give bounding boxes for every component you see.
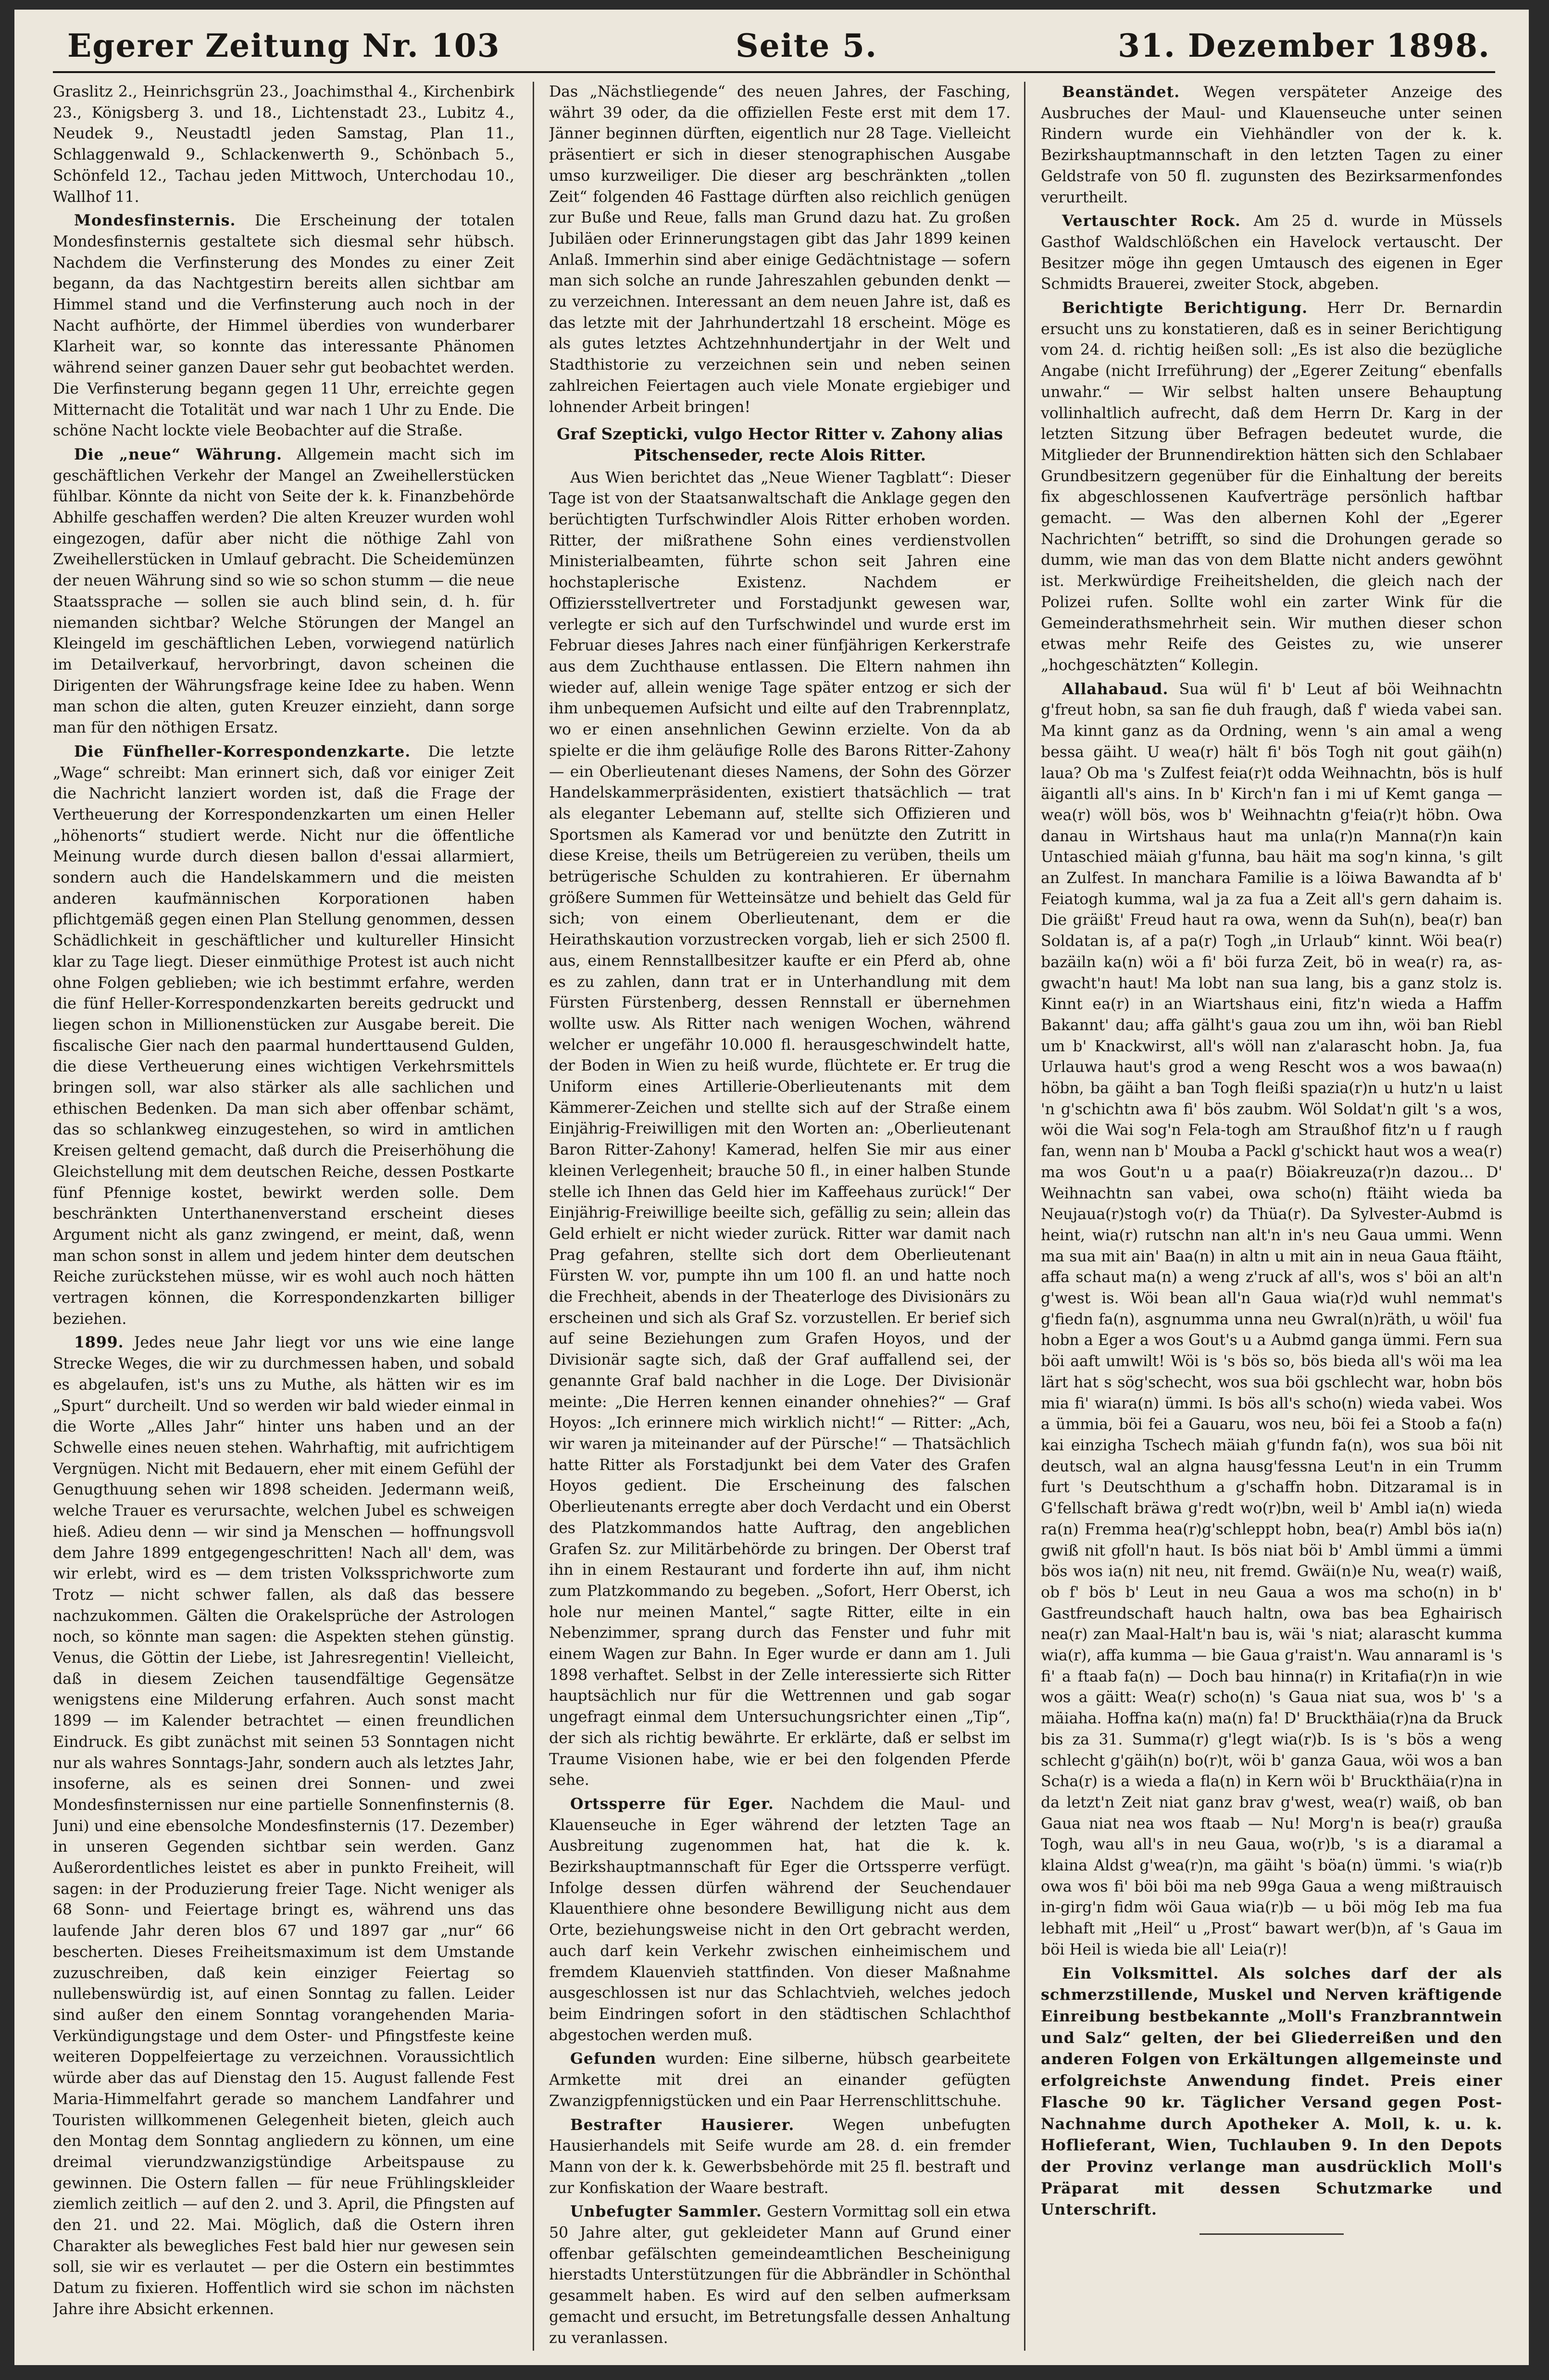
article-found bbox=[549, 2048, 1011, 2112]
article-body: Wegen verspäteter Anzeige des Ausbruches der Maul- und Klauenseuche unter seinen Rindern wurde ein Viehhändler von der k. k. Bezirkshauptmannschaft in den letzten Tagen zu einer Geldstrafe von 50 fl. zugunsten des Bezirksarmenfondes verurtheilt. bbox=[1041, 84, 1502, 206]
article-peddler bbox=[549, 2115, 1011, 2199]
article-body: Als solches darf der als schmerzstillende, Muskel und Nerven kräftigende Einreibung bestbekannte „Moll's Franzbranntwein und Salz“ gelten, der bei Gliederreißen und den anderen Folgen von Erkältungen allgemeinste und erfolgreichste Anwendung findet. Preis einer Flasche 90 kr. Täglicher Versand gegen Post-Nachnahme durch Apotheker A. Moll, k. u. k. Hoflieferant, Wien, Tuchlauben 9. In den Depots der Provinz verlange man ausdrücklich Moll's Präparat mit dessen Schutzmarke und Unterschrift. bbox=[1041, 1964, 1502, 2219]
column-rule bbox=[533, 82, 534, 2351]
article-heading: Ortssperre für Eger. bbox=[570, 1794, 774, 1813]
article-body: Wegen unbefugten Hausierhandels mit Seife wurde am 28. d. ein fremder Mann von der k. k. Gewerbsbehörde mit 25 fl. bestraft und zur Konfiskation der Waare bestraft. bbox=[549, 2116, 1011, 2197]
column-rule bbox=[1024, 82, 1025, 2351]
article-currency bbox=[53, 444, 514, 739]
market-days-list: Graslitz 2., Heinrichsgrün 23., Joachimsthal 4., Kirchenbirk 23., Königsberg 3. und 18., Lichtenstadt 23., Lubitz 4., Neudek 9., Neustadtl jeden Samstag, Plan 11., Schlaggenwald 9., Schlackenwerth 9., Schönbach 5., Schönfeld 12., Tachau jeden Mittwoch, Unterchodau 10., Wallhof 11. bbox=[53, 83, 514, 206]
article-heading: Ein Volksmittel. bbox=[1062, 1964, 1219, 1982]
article-heading: Graf Szepticki, vulgo Hector Ritter v. Zahony alias Pitschenseder, recte Alois Ritter. bbox=[557, 424, 1003, 464]
article-heading: 1899. bbox=[74, 1333, 124, 1352]
article-body: Nachdem die Maul- und Klauenseuche in Eger während der letzten Tage an Ausbreitung zugenommen hat, hat die k. k. Bezirkshauptmannschaft für Eger die Ortssperre verfügt. Infolge dessen dürfen während der Seuchendauer Klauenthiere ohne besondere Bewilligung nicht aus dem Orte, beziehungsweise nicht in den Ort gebracht werden, auch darf kein Verkehr zwischen einheimischem und fremdem Klauenvieh stattfinden. Von dieser Maßnahme ausgeschlossen ist nur das Schlachtvieh, welches jedoch beim Eindringen sofort in den städtischen Schlachthof abgestochen werden muß. bbox=[549, 1795, 1011, 2044]
article-heading: Die „neue“ Währung. bbox=[74, 445, 283, 463]
article-body: Allgemein macht sich im geschäftlichen Verkehr der Mangel an Zweihellerstücken fühlbar. Könnte da nicht von Seite der k. k. Finanzbehörde Abhilfe geschaffen werden? Die alten Kreuzer wurden wohl eingezogen, dafür aber nicht die nöthige Zahl von Zweihellerstücken in Umlauf gebracht. Die Scheidemünzen der neuen Währung sind so wie so schon stumm — die neue Staatssprache — sollen sie auch blind sein, d. h. für niemanden sichtbar? Welche Störungen der Mangel an Kleingeld im geschäftlichen Leben, vorwiegend natürlich im Detailverkauf, hervorbringt, davon scheinen die Dirigenten der Währungsfrage keine Idee zu haben. Wenn man schon die alten, guten Kreuzer einzieht, dann sorge man für den nöthigen Ersatz. bbox=[53, 446, 514, 737]
page-number: Seite 5. bbox=[736, 27, 878, 64]
article-heading: Die Fünfheller-Korrespondenzkarte. bbox=[74, 742, 411, 760]
article-1899-continued: Das „Nächstliegende“ des neuen Jahres, der Fasching, währt 39 oder, da die offiziellen Feste erst mit dem 17. Jänner beginnen dürften, eigentlich nur 28 Tage. Vielleicht präsentiert er sich in dieser stenographischen Ausgabe umso kurzweiliger. Die dieser arg beschränkten „tollen Zeit“ folgenden 46 Fasttage dürften also reichlich genügen zur Buße und Reue, falls man Grund dazu hat. Zu großen Jubiläen oder Erinnerungstagen gibt das Jahr 1899 keinen Anlaß. Immerhin sind aber einige Gedächtnistage — sofern man sich solche an runde Jahreszahlen gebunden denkt — zu verzeichnen. Interessant an dem neuen Jahre ist, daß es das letzte mit der Jahrhundertzahl 18 erscheint. Möge es als gutes letztes Achtzehnhundertjahr in der Welt und Stadthistorie zu verzeichnen sein und neben seinen zahlreichen Feiertagen auch viele Monate ergiebiger und lohnender Arbeit bringen! bbox=[549, 83, 1011, 416]
column-1 bbox=[53, 82, 514, 2351]
article-heading: Gefunden bbox=[570, 2050, 657, 2068]
article-collector bbox=[549, 2201, 1011, 2349]
column-2 bbox=[549, 82, 1011, 2351]
article-body: Die letzte „Wage“ schreibt: Man erinnert sich, daß vor einiger Zeit die Nachricht lanziert worden ist, daß die Frage der Vertheuerung der Korrespondenzkarten um einen Heller „höhenorts“ studiert werde. Nicht nur die öffentliche Meinung wurde durch diesen ballon d'essai allarmiert, sondern auch die Handelskammern und die meisten anderen kaufmännischen Korporationen haben pflichtgemäß gegen einen Plan Stellung genommen, dessen Schädlichkeit in geschäftlicher und kultureller Hinsicht klar zu Tage liegt. Dieser einmüthige Protest ist auch nicht ohne Folgen geblieben; wie ich bestimmt erfahre, werden die fünf Heller-Korrespondenzkarten bereits gedruckt und liegen schon in Millionenstücken zur Ausgabe bereit. Die fiscalische Gier nach den paarmal hunderttausend Gulden, die diese Vertheuerung eines wichtigen Verkehrsmittels bringen soll, war also stärker als alle sachlichen und ethischen Bedenken. Da man sich aber offenbar schämt, das so schlankweg einzugestehen, so wird in amtlichen Kreisen geltend gemacht, daß durch die Preiserhöhung die Gleichstellung mit dem deutschen Reiche, dessen Postkarte fünf Pfennige kostet, bewirkt werden solle. Dem beschränkten Unterthanenverstand erscheint dieses Argument nicht als ganz zwingend, er meint, daß, wenn man schon sonst in allem und jedem hinter dem deutschen Reiche zurückstehen müsse, wir es wohl auch noch hätten vertragen können, die Korrespondenzkarten billiger beziehen. bbox=[53, 743, 514, 1328]
article-body: Gestern Vormittag soll ein etwa 50 Jahre alter, gut gekleideter Mann auf Grund einer offenbar gefälschten gemeindeamtlichen Bescheinigung hierstadts Unterstützungen für die Abbrändler in Schönthal gesammelt haben. Es wird auf den selben aufmerksam gemacht und ersucht, im Betretungsfalle dessen Anhaltung zu veranlassen. bbox=[549, 2203, 1011, 2347]
issue-date: 31. Dezember 1898. bbox=[1118, 27, 1490, 64]
end-rule bbox=[1199, 2233, 1344, 2235]
article-eclipse bbox=[53, 210, 514, 442]
article-heading: Berichtigte Berichtigung. bbox=[1062, 299, 1308, 317]
advertisement-moll bbox=[1041, 1963, 1502, 2221]
article-quarantine bbox=[549, 1794, 1011, 2046]
article-heading: Unbefugter Sammler. bbox=[570, 2203, 762, 2221]
article-heading: Allahabaud. bbox=[1062, 680, 1169, 698]
article-body: wurden: Eine silberne, hübsch gearbeitete Armkette mit drei an einander gefügten Zwanzigpfennigstücken und ein Paar Herrenschlittschuhe. bbox=[549, 2050, 1011, 2110]
article-1899 bbox=[53, 1332, 514, 2320]
article-body: Herr Dr. Bernardin ersucht uns zu konstatieren, daß es in seiner Berichtigung vom 24. d. richtig heißen soll: „Es ist also die bezügliche Angabe (nicht Irreführung) der „Egerer Zeitung“ ebenfalls unwahr.“ — Wir selbst halten unsere Behauptung vollinhaltlich aufrecht, daß dem Herrn Dr. Karg in der letzten Sitzung über Befragen bedeutet wurde, die Mitglieder der Brunnendirektion hätten sich den Schlabaer Grundbesitzern gegenüber für die Einhaltung der bereits fix abgeschlossenen Kaufverträge persönlich haftbar gemacht. — Was den albernen Kohl der „Egerer Nachrichten“ betrifft, so sind die Drohungen gerade so dumm, wie man das von dem Blatte nicht anders gewöhnt ist. Merkwürdige Freiheitshelden, die gleich nach der Polizei rufen. Sollte wohl ein zarter Wink für die Gemeinderathsmehrheit sein. Wir muthen dieser schon etwas mehr Reife des Geistes zu, wie unserer „hochgeschätzten“ Kollegin. bbox=[1041, 299, 1502, 674]
article-body: Sua wül fi' b' Leut af böi Weihnachtn g'freut hobn, sa san fie duh fraugh, daß f' wieda vabei san. Ma kinnt ganz as da Ordning, wenn 's ain amal a weng bessa gäiht. U wea(r) hält fi' bös Togh nit gout gäih(n) laua? Ob ma 's Zulfest feia(r)t odda Weihnachtn, bös is hulf äigantli all's ains. In b' Kirch'n fan i mi uf Kemt ganga — wea(r) wöll bös, wos b' Weihnachtn g'feia(r)t höbn. Owa danau in Wirtshaus haut ma unla(r)n Manna(r)n kain Untaschied mäiah g'funna, bau häit ma sog'n kinna, 's gilt an Zulfest. In manchara Familie is a löiwa Bawandta af b' Feiatogh kumma, wal ja za fua a Zeit all's gern dahaim is. Die gräißt' Freud haut ra owa, wenn da Suh(n), bea(r) ban Soldatan is, af a pa(r) Togh „in Urlaub“ kinnt. Wöi bea(r) bazäiln ka(n) wöi a fi' böi furza Zeit, bö in wea(r) ra, as-gwacht'n haut! Ma lobt nan sua lang, bis a ganz stolz is. Kinnt ea(r) in an Wiartshaus eini, fitz'n wieda a Haffm Bakannt' dau; affa gälht's gaua zou um ihn, wöi ban Riebl um b' Knackwirst, all's wöll nan z'alarascht hobn. Ja, fua Urlauwa haut's grod a weng Rescht wos a wos bawaa(n) höbn, ba gäiht a ban Togh fleißi spazia(r)n u hutz'n u laist 'n g'schichtn awa fi' bös zaubm. Wöl Soldat'n gilt 's a wos, wöi die Wai sog'n Fela-togh am Straußhof fitz'n u f raugh fan, wenn nan b' Mouba a Packl g'schickt haut wos a wea(r) ma wos Gout'n u a paa(r) Böiakreuza(r)n dazou... D' Weihnachtn san vabei, owa scho(n) ftäiht wieda ba Neujaua(r)stogh vo(r) da Thüa(r). Da Sylvester-Aubmd is heint, wia(r) rutschn nan alt'n in's neu Gaua ummi. Wenn ma sua mit ain' Baa(n) in altn u mit ain in neua Gaua ftäiht, affa schaut ma(n) a weng z'ruck af all's, wos s' böi an alt'n g'west is. Wöi bean all'n Gaua wia(r)d wuhl nemmat's g'fiedn fa(n), asgnumma unna neu Gwral(n)räth, u wöil' fua hobn a Eger a wos Gout's u a Aubmd ganga ümmi. Fern sua böi aaft umwilt! Wöi is 's bös so, bös bieda all's wöi ma lea lärt hat s sög'schecht, wos sua böi gschlecht war, hobn bös mia fi' wiara(n) ümmi. Is bös all's scho(n) wieda vabei. Wos a ümmia, böi fei a Gauaru, wos neu, böi fei a Stoob a fa(n) kai einzigha Tschech mäiah g'fundn fa(n), wos sua böi nit deutsch, wal an algna hausg'fessna Leut'n in ein Trumm furt 's Deutschthum a g'schaffn hobn. Ditzaramal is in G'fellschaft bräwa g'redt wo(r)bn, weil b' Ambl ia(n) wieda ra(n) Fremma hea(r)g'schleppt hobn, bea(r) Ambl bös ia(n) gwiß nit gfoll'n haut. Is bös niat böi b' Ambl ümmi a ümmi bös wos ia(n) nit neu, nit fremd. Gwäi(n)e Nu, wea(r) waiß, ob f' bös b' Leut in neu Gaua a wos ma scho(n) in b' Gastfreundschaft hauch haltn, owa bas bea Eghairisch nea(r) zan Maal-Halt'n bau is, wäi 's niat; alarascht kumma wia(r), affa kumma — bie Gaua g'raist'n. Wau annaraml is 's fi' a ftaab fa(n) — Doch bau hinna(r) in Kritafia(r)n in wie wos a gäitt: Wea(r) scho(n) 's Gaua niat sua, wos b' 's a mäiaha. Hoffna ka(n) ma(n) fa! D' Bruckthäia(r)na da Bruck bis za 31. Summa(r) g'legt wia(r)b. Is is 's bös a weng schlecht g'gäih(n) bo(r)t, wöi b' ganza Gaua, wöi wos a ban Scha(r) is a wieda a fla(n) in Kern wöi b' Bruckthäia(r)na in da letzt'n Zeit niat ganz brav g'west, wea(r) waiß, ob ban Gaua niat nea wos ftaab — Nu! Morg'n is bea(r) graußa Togh, wau all's in neu Gaua, wo(r)b, 's is a diaramal a klaina Aldst g'wea(r)n, ma gäiht 's böa(n) ümmi. 's wia(r)b owa wos fi' böi böi ma neb 99ga Gaua a weng mißtrauisch in-girg'n fidm wöi Gaua wia(r)b — u böi mög Ieb ma fua lebhaft mit „Heil“ u „Prost“ bawart wer(b)n, af 's Gaua im böi Heil is wieda bie all' Leia(r)! bbox=[1041, 680, 1502, 1958]
masthead bbox=[53, 18, 1495, 73]
article-heading: Bestrafter Hausierer. bbox=[570, 2116, 795, 2134]
column-3 bbox=[1041, 82, 1502, 2351]
article-coat bbox=[1041, 211, 1502, 295]
newspaper-page bbox=[14, 10, 1529, 2365]
article-fine bbox=[1041, 82, 1502, 208]
article-body: Am 25 d. wurde in Müssels Gasthof Waldschlößchen ein Havelock vertauscht. Der Besitzer möge ihn gegen Umtausch des eigenen in Eger Schmidts Brauerei, zweiter Stock, abgeben. bbox=[1041, 212, 1502, 293]
article-ritter: Aus Wien berichtet das „Neue Wiener Tagblatt“: Dieser Tage ist von der Staatsanwaltschaft die Anklage gegen den berüchtigten Turfschwindler Alois Ritter erhoben worden. Ritter, der mißrathene Sohn eines verdienstvollen Ministerialbeamten, führte schon seit Jahren eine hochstaplerische Existenz. Nachdem er Offiziersstellvertreter und Forstadjunkt gewesen war, verlegte er sich auf den Turfschwindel und wurde erst im Februar dieses Jahres nach einer fünfjährigen Kerkerstrafe aus dem Zuchthause entlassen. Die Eltern nahmen ihn wieder auf, allein wenige Tage später entzog er sich der ihm unbequemen Aufsicht und eilte auf den Trabrennplatz, wo er einen ansehnlichen Gewinn erzielte. Von da ab spielte er die ihm geläufige Rolle des Barons Ritter-Zahony — ein Oberlieutenant dieses Namens, der Sohn des Görzer Handelskammerpräsidenten, existiert thatsächlich — trat als eleganter Lebemann auf, stellte sich Offizieren und Sportsmen als Kamerad vor und benützte den Zutritt in diese Kreise, theils um Betrügereien zu verüben, theils um betrügerische Schulden zu kontrahieren. Er übernahm größere Summen für Wetteinsätze und behielt das Geld für sich; von einem Oberlieutenant, dem er die Heirathskaution vorzustrecken vorgab, lieh er sich 2500 fl. aus, einem Rennstallbesitzer kaufte er ein Pferd ab, ohne es zu zahlen, dann trat er in Unterhandlung mit dem Fürsten Fürstenberg, dessen Rennstall er übernehmen wollte usw. Als Ritter nach wenigen Wochen, während welcher er ungefähr 10.000 fl. herausgeschwindelt hatte, der Boden in Wien zu heiß wurde, flüchtete er. Er trug die Uniform eines Artillerie-Oberlieutenants mit dem Kämmerer-Zeichen und stellte sich auf der Straße einem Einjährig-Freiwilligen mit den Worten an: „Oberlieutenant Baron Ritter-Zahony! Kamerad, helfen Sie mir aus einer kleinen Verlegenheit; brauche 50 fl., in einer halben Stunde stelle ich Ihnen das Geld hier im Kaffeehaus zurück!“ Der Einjährig-Freiwillige beeilte sich, gefällig zu sein; allein das Geld erhielt er nicht wieder zurück. Ritter war damit nach Prag gefahren, stellte sich dort dem Oberlieutenant Fürsten W. vor, pumpte ihn um 100 fl. an und hatte noch die Frechheit, abends in der Theaterloge des Divisionärs zu erscheinen und sich als Graf Sz. vorzustellen. Er berief sich auf seine Beziehungen zum Grafen Hoyos, und der Divisionär sagte sich, daß der Graf auffallend sei, der genannte Graf bald nachher in die Loge. Der Divisionär meinte: „Die Herren kennen einander ohnehies?“ — Graf Hoyos: „Ich erinnere mich wirklich nicht!“ — Ritter: „Ach, wir waren ja miteinander auf der Pürsche!“ — Thatsächlich hatte Ritter als Forstadjunkt bei dem Vater des Grafen Hoyos gedient. Die Erscheinung des falschen Oberlieutenants erregte aber doch Verdacht und ein Oberst des Platzkommandos hatte Auftrag, den angeblichen Grafen Sz. zur Militärbehörde zu bringen. Der Oberst traf ihn in einem Restaurant und forderte ihn auf, ihm nicht zum Platzkommando zu begeben. „Sofort, Herr Oberst, ich hole nur meinen Mantel,“ sagte Ritter, eilte in ein Nebenzimmer, sprang durch das Fenster und fuhr mit einem Wagen zur Bahn. In Eger wurde er dann am 1. Juli 1898 verhaftet. Selbst in der Zelle interessierte sich Ritter hauptsächlich nur für die Wettrennen und gab sogar ungefragt einmal dem Untersuchungsrichter einen „Tip“, der sich als richtig bewährte. Er erklärte, daß er selbst im Traume Visionen habe, wie er bei den folgenden Pferde sehe. bbox=[549, 469, 1011, 1789]
article-correction bbox=[1041, 298, 1502, 676]
article-dialect bbox=[1041, 679, 1502, 1961]
article-body: Jedes neue Jahr liegt vor uns wie eine lange Strecke Weges, die wir zu durchmessen haben, und sobald es abgelaufen, ist's uns zu Muthe, als hätten wir es im „Spurt“ durcheilt. Und so werden wir bald wieder einmal in die Worte „Alles Jahr“ hinter uns haben und an der Schwelle eines neuen stehen. Wahrhaftig, mit aufrichtigem Vergnügen. Nicht mit Bedauern, eher mit einem Gefühl der Genugthuung sehen wir 1898 scheiden. Jedermann weiß, welche Trauer es verursachte, welchen Jubel es schweigen hieß. Adieu denn — wir sind ja Menschen — hoffnungsvoll dem Jahre 1899 entgegengeschritten! Nach all' dem, was wir erlebt, wird es — dem tristen Volkssprichworte zum Trotz — nicht schwer fallen, als daß das bessere nachzukommen. Gälten die Orakelsprüche der Astrologen noch, so könnte man sagen: die Aspekten stehen günstig. Venus, die Göttin der Liebe, ist Jahresregentin! Vielleicht, daß in diesem Zeichen tausendfältige Gegensätze wenigstens eine Milderung erfahren. Auch sonst macht 1899 — im Kalender betrachtet — einen freundlichen Eindruck. Es gibt zunächst mit seinen 53 Sonntagen nicht nur als wahres Sonntags-Jahr, sondern auch als letztes Jahr, insoferne, als es seinen drei Sonnen- und zwei Mondesfinsternissen nur eine partielle Sonnenfinsternis (8. Juni) und eine ebensolche Mondesfinsternis (17. Dezember) in unseren Gegenden sichtbar sein werden. Ganz Außerordentliches leistet es aber in punkto Freiheit, will sagen: in der Produzierung freier Tage. Nicht weniger als 68 Sonn- und Feiertage bringt es, während uns das laufende Jahr deren blos 67 und 1897 gar „nur“ 66 bescherten. Dieses Freiheitsmaximum ist dem Umstande zuzuschreiben, daß kein einziger Feiertag so nullebenswürdig ist, auf einen Sonntag zu fallen. Leider sind außer den einem Sonntag vorangehenden Maria-Verkündigungstage und dem Oster- und Pfingstfeste keine weiteren Doppelfeiertage zu verzeichnen. Voraussichtlich würde aber das auf Dienstag den 15. August fallende Fest Maria-Himmelfahrt gerade so manchem Landfahrer und Touristen willkommenen Gelegenheit bieten, gleich auch den Montag dem Sonntag angliedern zu können, um eine dreimal vierundzwanzigstündige Arbeitspause zu gewinnen. Die Ostern fallen — für neue Frühlingskleider ziemlich zeitlich — auf den 2. und 3. April, die Pfingsten auf den 21. und 22. Mai. Möglich, daß die Ostern ihren Charakter als bewegliches Fest bald hier nur gewesen sein soll, sie wir es verlautet — per die Ostern ein bestimmtes Datum zu fixieren. Hoffentlich wird sie schon im nächsten Jahre ihre Absicht erkennen. bbox=[53, 1334, 514, 2318]
article-heading: Vertauschter Rock. bbox=[1062, 212, 1241, 230]
article-postcard bbox=[53, 741, 514, 1330]
article-heading: Mondesfinsternis. bbox=[74, 212, 236, 230]
article-body: Die Erscheinung der totalen Mondesfinsternis gestaltete sich diesmal sehr hübsch. Nachdem die Verfinsterung des Mondes zu einer Zeit begann, da das Nachtgestirn bereits allen sichtbar am Himmel stand und die Verfinsterung auch noch in der Nacht aufhörte, der Himmel überdies von wunderbarer Klarheit war, so konnte das interessante Phänomen während seiner ganzen Dauer sehr gut beobachtet werden. Die Verfinsterung begann gegen 11 Uhr, erreichte gegen Mitternacht die Totalität und war nach 1 Uhr zu Ende. Die schöne Nacht lockte viele Beobachter auf die Straße. bbox=[53, 212, 514, 440]
paper-title: Egerer Zeitung Nr. 103 bbox=[67, 27, 500, 64]
article-heading: Beanständet. bbox=[1062, 83, 1180, 101]
